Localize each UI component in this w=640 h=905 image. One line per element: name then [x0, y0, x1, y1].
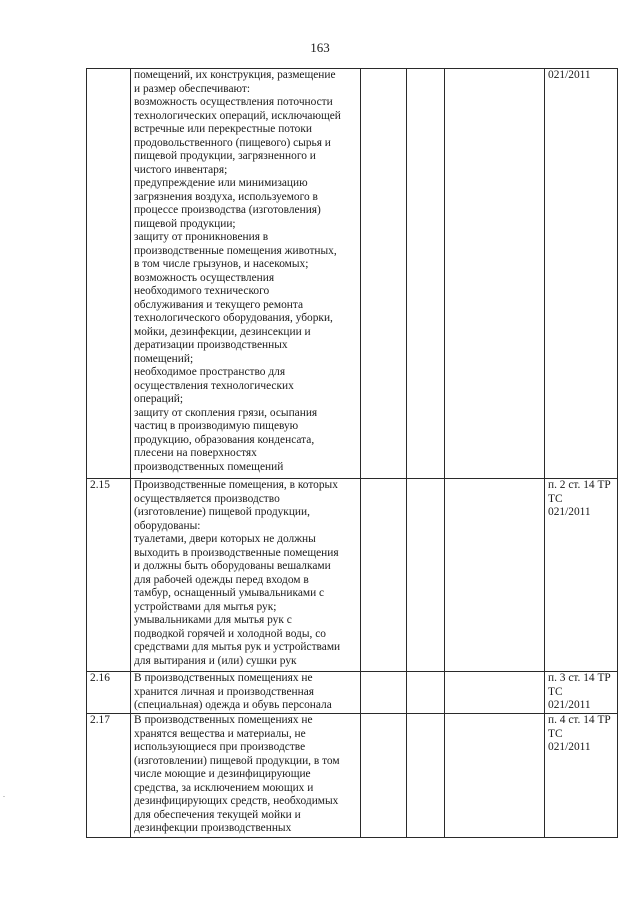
requirements-table — [86, 68, 618, 838]
margin-mark: . — [3, 790, 5, 799]
empty-cell — [407, 479, 445, 672]
requirement-text: В производственных помещениях не хранятся вещества и материалы, не использующиеся при производстве (изготовлении) пищевой продукции, в том числе моющие и дезинфицирующие средства, за исключением моющих и дезинфицирующих средств, необходимых для обеспечения текущей мойки и дезинфекции производственных — [131, 714, 361, 838]
empty-cell — [361, 479, 407, 672]
empty-cell — [407, 69, 445, 479]
table-row — [87, 479, 618, 672]
regulation-reference: 021/2011 — [545, 69, 618, 479]
empty-cell — [361, 714, 407, 838]
table-row — [87, 69, 618, 479]
requirement-text: Производственные помещения, в которых осуществляется производство (изготовление) пищевой продукции, оборудованы: туалетами, двери которых не должны выходить в производственные помещения и должны быть оборудованы вешалками для рабочей одежды перед входом в тамбур, оснащенный умывальниками с устройствами для мытья рук; умывальниками для мытья рук с подводкой горячей и холодной воды, со средствами для мытья рук и устройствами для вытирания и (или) сушки рук — [131, 479, 361, 672]
empty-cell — [445, 479, 545, 672]
regulation-reference: п. 4 ст. 14 ТР ТС 021/2011 — [545, 714, 618, 838]
row-number — [87, 69, 131, 479]
page-number: 163 — [310, 40, 330, 55]
regulation-reference: п. 2 ст. 14 ТР ТС 021/2011 — [545, 479, 618, 672]
table-row — [87, 672, 618, 714]
requirement-text: помещений, их конструкция, размещение и размер обеспечивают: возможность осуществления поточности технологических операций, исключающей встречные или перекрестные потоки продовольственного (пищевого) сырья и пищевой продукции, загрязненного и чистого инвентаря; предупреждение или минимизацию загрязнения воздуха, используемого в процессе производства (изготовления) пищевой продукции; защиту от проникновения в производственные помещения животных, в том числе грызунов, и насекомых; возможность осуществления необходимого технического обслуживания и текущего ремонта технологического оборудования, уборки, мойки, дезинфекции, дезинсекции и дератизации производственных помещений; необходимое пространство для осуществления технологических операций; защиту от скопления грязи, осыпания частиц в производимую пищевую продукцию, образования конденсата, плесени на поверхностях производственных помещений — [131, 69, 361, 479]
row-number: 2.17 — [87, 714, 131, 838]
row-number: 2.15 — [87, 479, 131, 672]
empty-cell — [407, 714, 445, 838]
empty-cell — [445, 672, 545, 714]
empty-cell — [361, 672, 407, 714]
requirement-text: В производственных помещениях не хранится личная и производственная (специальная) одежда и обувь персонала — [131, 672, 361, 714]
empty-cell — [445, 69, 545, 479]
regulation-reference: п. 3 ст. 14 ТР ТС 021/2011 — [545, 672, 618, 714]
empty-cell — [361, 69, 407, 479]
empty-cell — [445, 714, 545, 838]
empty-cell — [407, 672, 445, 714]
table-row — [87, 714, 618, 838]
row-number: 2.16 — [87, 672, 131, 714]
